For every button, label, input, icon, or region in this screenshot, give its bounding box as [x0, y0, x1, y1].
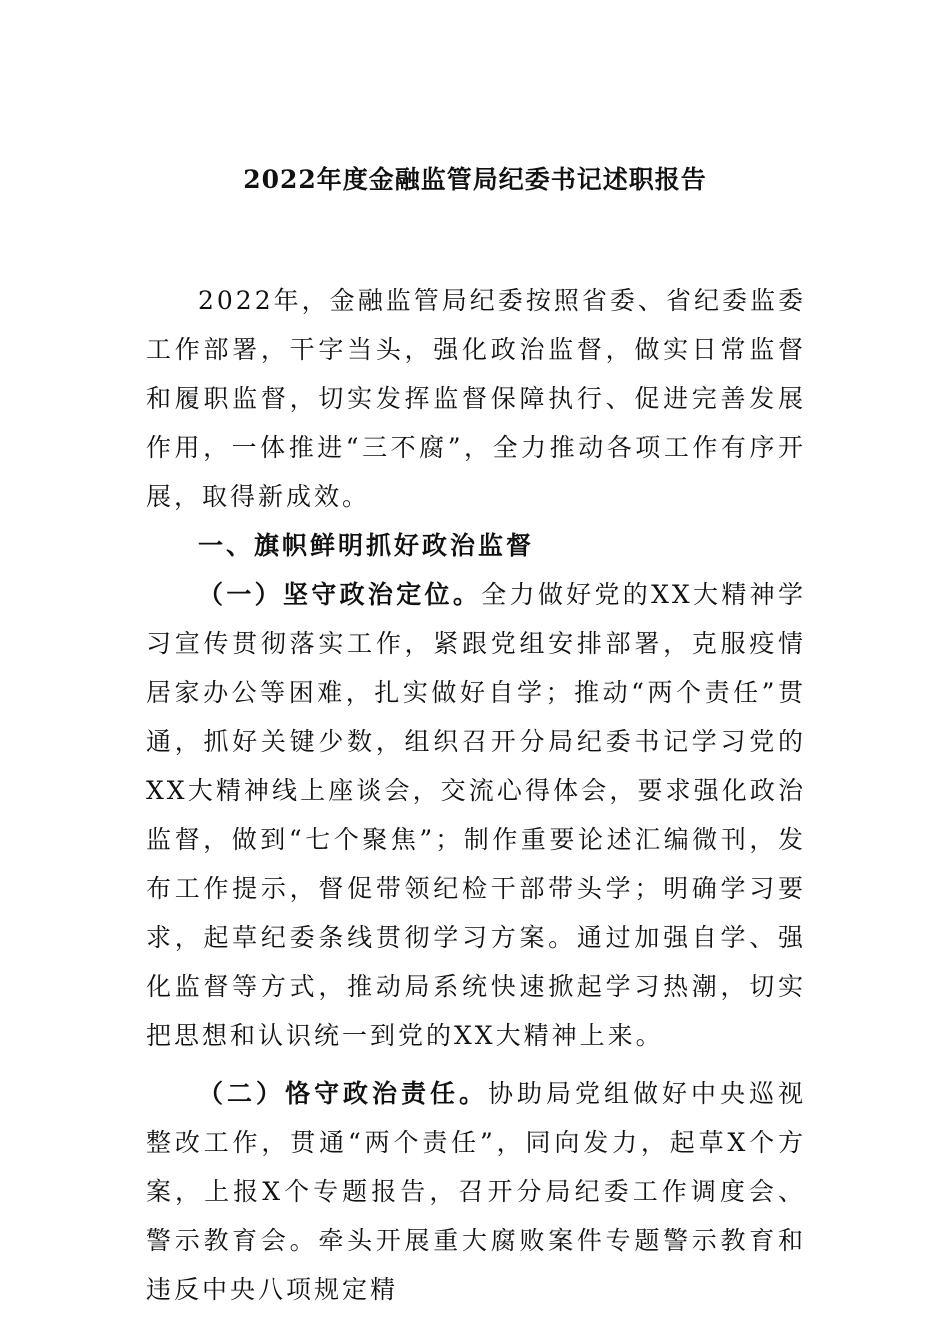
document-title: 2022年度金融监管局纪委书记述职报告 — [243, 165, 707, 194]
item-1-text: 全力做好党的XX大精神学习宣传贯彻落实工作，紧跟党组安排部署，克服疫情居家办公等困难，扎实做好自学；推动“两个责任”贯通，抓好关键少数，组织召开分局纪委书记学习党的XX大精神线上座谈会，交流心得体会，要求强化政治监督，做到“七个聚焦”；制作重要论述汇编微刊，发布工作提示，督促带领纪检干部带头学；明确学习要求，起草纪委条线贯彻学习方案。通过加强自学、强化监督等方式，推动局系统快速掀起学习热潮，切实把思想和认识统一到党的XX大精神上来。 — [146, 580, 806, 1050]
item-paragraph-1 — [146, 570, 806, 1060]
document-body — [146, 276, 806, 1314]
intro-paragraph: 2022年，金融监管局纪委按照省委、省纪委监委工作部署，干字当头，强化政治监督，做实日常监督和履职监督，切实发挥监督保障执行、促进完善发展作用，一体推进“三不腐”，全力推动各项工作有序开展，取得新成效。 — [146, 286, 806, 511]
item-2-text: 协助局党组做好中央巡视整改工作，贯通“两个责任”，同向发力，起草X个方案，上报X个专题报告，召开分局纪委工作调度会、警示教育会。牵头开展重大腐败案件专题警示教育和违反中央八项规定精 — [146, 1079, 806, 1304]
section-heading: 一、旗帜鲜明抓好政治监督 — [198, 531, 535, 560]
item-2-lead: （二）恪守政治责任。 — [198, 1079, 488, 1108]
item-1-lead: （一）坚守政治定位。 — [198, 580, 482, 609]
item-paragraph-2 — [146, 1069, 806, 1314]
